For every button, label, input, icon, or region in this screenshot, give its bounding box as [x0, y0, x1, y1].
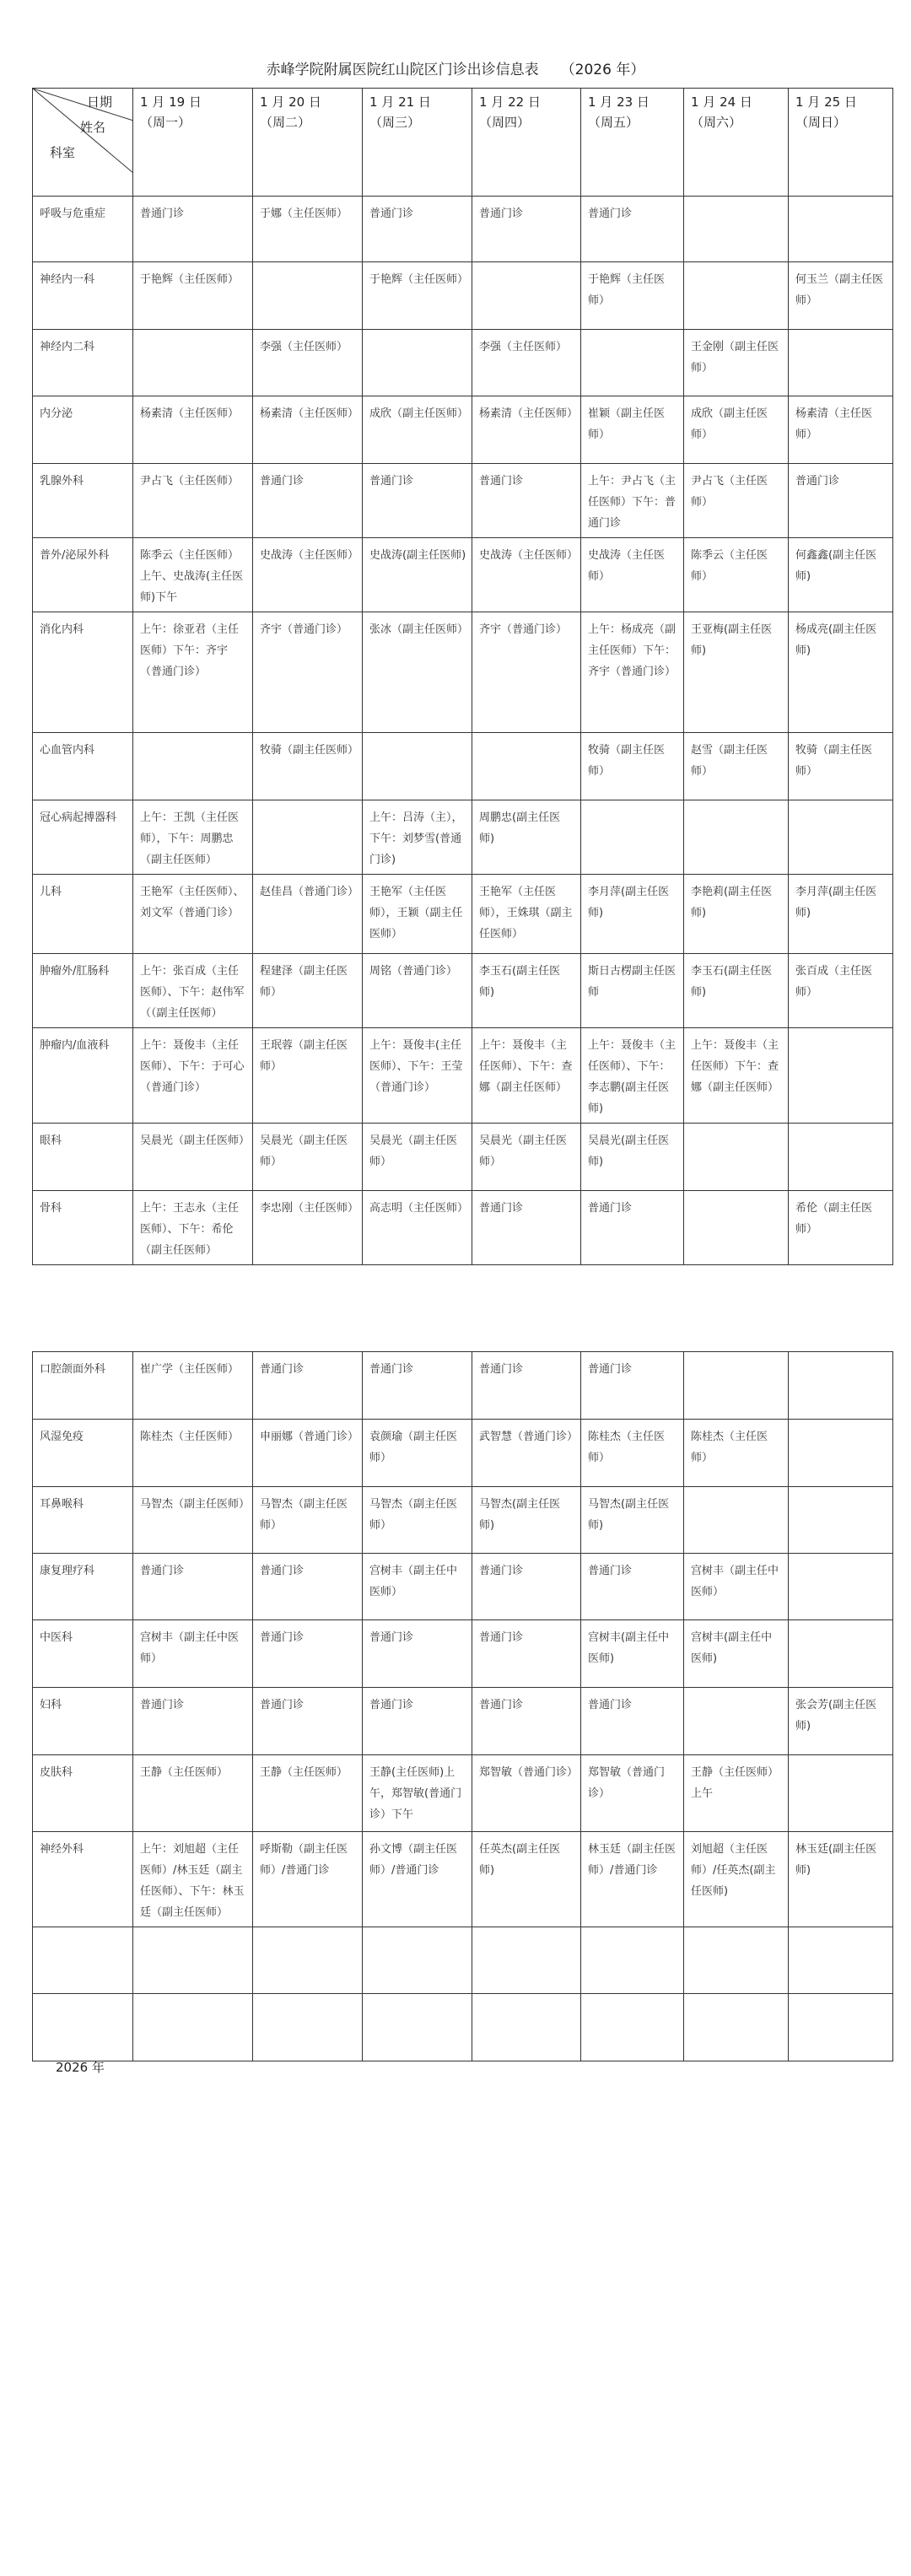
table-row: [33, 1028, 893, 1124]
table-row: [33, 197, 893, 262]
schedule-cell: 赵雪（副主任医师）: [684, 733, 789, 800]
schedule-cell: 上午：杨成亮（副主任医师）下午：齐宇（普通门诊）: [581, 612, 684, 733]
schedule-cell: 上午：聂俊丰（主任医师）、下午：李志鹏(副主任医师): [581, 1028, 684, 1124]
schedule-cell: 普通门诊: [363, 1688, 472, 1755]
schedule-cell: 普通门诊: [253, 1352, 363, 1420]
day-date: 1 月 24 日: [691, 94, 752, 110]
table-row: [33, 538, 893, 612]
schedule-cell: [363, 1927, 472, 1994]
schedule-cell: 普通门诊: [253, 1554, 363, 1620]
schedule-cell: 林玉廷(副主任医师): [789, 1832, 893, 1927]
footer-year: 2026 年: [56, 2060, 105, 2075]
schedule-cell: [684, 1688, 789, 1755]
table-row: [33, 1420, 893, 1487]
day-date: 1 月 25 日: [795, 94, 857, 110]
schedule-cell: 陈季云（主任医师）: [684, 538, 789, 612]
schedule-cell: [684, 800, 789, 875]
table-2-body: [33, 1352, 893, 2061]
schedule-cell: [684, 1191, 789, 1265]
schedule-cell: [789, 1994, 893, 2061]
schedule-cell: 普通门诊: [789, 464, 893, 538]
day-header: [253, 89, 363, 197]
day-date: 1 月 21 日: [369, 94, 431, 110]
schedule-cell: 王金刚（副主任医师）: [684, 330, 789, 396]
schedule-cell: 普通门诊: [253, 1688, 363, 1755]
schedule-cell: 普通门诊: [472, 1352, 581, 1420]
schedule-cell: [363, 1994, 472, 2061]
day-date: 1 月 20 日: [260, 94, 321, 110]
schedule-cell: [789, 800, 893, 875]
schedule-cell: 王珉蓉（副主任医师）: [253, 1028, 363, 1124]
schedule-cell: 马智杰(副主任医师): [581, 1487, 684, 1554]
department-cell: 儿科: [33, 875, 133, 954]
schedule-cell: 王亚梅(副主任医师): [684, 612, 789, 733]
schedule-table-2: [32, 1351, 893, 2061]
table-row: [33, 330, 893, 396]
day-weekday: （周三）: [369, 115, 421, 130]
schedule-cell: 呼斯勒（副主任医师）/普通门诊: [253, 1832, 363, 1927]
page-title: [0, 57, 911, 78]
schedule-cell: 吴晨光（副主任医师）: [133, 1124, 253, 1191]
schedule-cell: 于艳辉（主任医师）: [133, 262, 253, 330]
schedule-cell: 上午：聂俊丰（主任医师）下午：查娜（副主任医师）: [684, 1028, 789, 1124]
schedule-cell: [789, 1927, 893, 1994]
schedule-cell: 希伦（副主任医师）: [789, 1191, 893, 1265]
department-cell: 呼吸与危重症: [33, 197, 133, 262]
schedule-cell: 李艳莉(副主任医师): [684, 875, 789, 954]
schedule-cell: 张百成（主任医师）: [789, 954, 893, 1028]
day-date: 1 月 23 日: [588, 94, 650, 110]
schedule-cell: 陈桂杰（主任医师）: [581, 1420, 684, 1487]
department-cell: [33, 1994, 133, 2061]
corner-header-cell: [33, 89, 133, 197]
schedule-table-1: [32, 88, 893, 1265]
schedule-cell: 普通门诊: [133, 1554, 253, 1620]
schedule-cell: 郑智敏（普通门诊）: [581, 1755, 684, 1832]
department-cell: 神经内二科: [33, 330, 133, 396]
corner-diagonal-lines: [33, 89, 132, 196]
schedule-cell: 上午：尹占飞（主任医师）下午：普通门诊: [581, 464, 684, 538]
day-weekday: （周一）: [140, 115, 191, 130]
table-row: [33, 396, 893, 464]
schedule-cell: 崔颖（副主任医师）: [581, 396, 684, 464]
schedule-cell: 成欣（副主任医师）: [684, 396, 789, 464]
schedule-cell: 普通门诊: [253, 464, 363, 538]
schedule-cell: 普通门诊: [472, 1191, 581, 1265]
schedule-cell: 李忠刚（主任医师）: [253, 1191, 363, 1265]
day-header: [363, 89, 472, 197]
schedule-cell: 上午：王志永（主任医师）、下午：希伦（副主任医师）: [133, 1191, 253, 1265]
schedule-cell: 陈桂杰（主任医师）: [684, 1420, 789, 1487]
schedule-cell: [789, 1420, 893, 1487]
schedule-cell: 普通门诊: [363, 1352, 472, 1420]
schedule-cell: 王静（主任医师）: [133, 1755, 253, 1832]
schedule-cell: 普通门诊: [133, 1688, 253, 1755]
day-weekday: （周四）: [479, 115, 531, 130]
corner-date-label: 日期: [87, 94, 113, 110]
schedule-cell: 尹占飞（主任医师）: [133, 464, 253, 538]
schedule-cell: [789, 1487, 893, 1554]
department-cell: 肿瘤内/血液科: [33, 1028, 133, 1124]
day-date: 1 月 22 日: [479, 94, 541, 110]
schedule-cell: [684, 1124, 789, 1191]
department-cell: 眼科: [33, 1124, 133, 1191]
table-row: [33, 464, 893, 538]
header-row: [33, 89, 893, 197]
schedule-cell: 普通门诊: [363, 464, 472, 538]
table-row: [33, 1688, 893, 1755]
schedule-cell: 史战涛(副主任医师): [363, 538, 472, 612]
table-row: [33, 1191, 893, 1265]
title-year: （2026 年）: [560, 62, 645, 78]
department-cell: 冠心病起搏器科: [33, 800, 133, 875]
schedule-cell: 郑智敏（普通门诊）: [472, 1755, 581, 1832]
schedule-cell: [684, 1927, 789, 1994]
day-weekday: （周日）: [795, 115, 847, 130]
schedule-cell: 何鑫鑫(副主任医师): [789, 538, 893, 612]
schedule-cell: 牧骑（副主任医师）: [253, 733, 363, 800]
schedule-cell: 马智杰（副主任医师）: [363, 1487, 472, 1554]
schedule-cell: [789, 1352, 893, 1420]
schedule-cell: 杨素清（主任医师）: [133, 396, 253, 464]
table-row: [33, 1927, 893, 1994]
schedule-cell: [684, 1487, 789, 1554]
day-weekday: （周二）: [260, 115, 311, 130]
department-cell: 消化内科: [33, 612, 133, 733]
schedule-cell: 李月萍(副主任医师): [789, 875, 893, 954]
day-weekday: （周六）: [691, 115, 742, 130]
table-row: [33, 1554, 893, 1620]
department-cell: 妇科: [33, 1688, 133, 1755]
schedule-cell: [581, 1994, 684, 2061]
department-cell: 内分泌: [33, 396, 133, 464]
schedule-cell: [363, 330, 472, 396]
schedule-cell: 上午：徐亚君（主任医师）下午：齐宇（普通门诊）: [133, 612, 253, 733]
schedule-cell: 史战涛（主任医师）: [253, 538, 363, 612]
day-header: [581, 89, 684, 197]
schedule-cell: 林玉廷（副主任医师）/普通门诊: [581, 1832, 684, 1927]
schedule-cell: [684, 262, 789, 330]
schedule-cell: 宫树丰(副主任中医师): [684, 1620, 789, 1688]
department-cell: 普外/泌尿外科: [33, 538, 133, 612]
schedule-cell: 普通门诊: [363, 197, 472, 262]
department-cell: 皮肤科: [33, 1755, 133, 1832]
day-header: [789, 89, 893, 197]
schedule-cell: 周鹏忠(副主任医师): [472, 800, 581, 875]
schedule-cell: 成欣（副主任医师）: [363, 396, 472, 464]
table-row: [33, 262, 893, 330]
schedule-cell: [253, 1994, 363, 2061]
schedule-cell: 杨素清（主任医师）: [789, 396, 893, 464]
schedule-cell: [789, 1755, 893, 1832]
schedule-cell: [789, 197, 893, 262]
schedule-cell: 李强（主任医师）: [472, 330, 581, 396]
department-cell: 康复理疗科: [33, 1554, 133, 1620]
schedule-cell: 上午：王凯（主任医师），下午：周鹏忠（副主任医师）: [133, 800, 253, 875]
schedule-cell: 牧骑（副主任医师）: [581, 733, 684, 800]
department-cell: 口腔颌面外科: [33, 1352, 133, 1420]
schedule-cell: [133, 330, 253, 396]
schedule-cell: [472, 262, 581, 330]
schedule-cell: 普通门诊: [581, 197, 684, 262]
schedule-cell: 普通门诊: [581, 1352, 684, 1420]
schedule-cell: 王静(主任医师)上午，郑智敏(普通门诊）下午: [363, 1755, 472, 1832]
day-weekday: （周五）: [588, 115, 639, 130]
schedule-cell: 普通门诊: [472, 464, 581, 538]
schedule-cell: 于艳辉（主任医师）: [363, 262, 472, 330]
schedule-cell: 张冰（副主任医师）: [363, 612, 472, 733]
schedule-cell: 宫树丰（副主任中医师）: [684, 1554, 789, 1620]
schedule-cell: 高志明（主任医师）: [363, 1191, 472, 1265]
schedule-cell: 普通门诊: [133, 197, 253, 262]
schedule-cell: [133, 733, 253, 800]
department-cell: 乳腺外科: [33, 464, 133, 538]
schedule-cell: 王静（主任医师）上午: [684, 1755, 789, 1832]
schedule-cell: 马智杰(副主任医师): [472, 1487, 581, 1554]
table-row: [33, 800, 893, 875]
schedule-cell: 吴晨光(副主任医师): [581, 1124, 684, 1191]
schedule-cell: 杨素清（主任医师）: [253, 396, 363, 464]
schedule-cell: 王静（主任医师）: [253, 1755, 363, 1832]
corner-dept-label: 科室: [50, 145, 76, 160]
schedule-cell: 斯日古楞副主任医师: [581, 954, 684, 1028]
schedule-cell: 武智慧（普通门诊）: [472, 1420, 581, 1487]
schedule-cell: 于娜（主任医师）: [253, 197, 363, 262]
table-row: [33, 1994, 893, 2061]
schedule-cell: 普通门诊: [363, 1620, 472, 1688]
schedule-cell: 普通门诊: [581, 1688, 684, 1755]
schedule-cell: [472, 1927, 581, 1994]
table-row: [33, 1620, 893, 1688]
schedule-cell: [789, 1124, 893, 1191]
table-row: [33, 1487, 893, 1554]
schedule-cell: 周铭（普通门诊）: [363, 954, 472, 1028]
schedule-cell: 上午：张百成（主任医师）、下午：赵伟军（（副主任医师）: [133, 954, 253, 1028]
schedule-cell: [253, 262, 363, 330]
department-cell: 耳鼻喉科: [33, 1487, 133, 1554]
schedule-cell: 普通门诊: [472, 197, 581, 262]
table-row: [33, 1352, 893, 1420]
title-text: 赤峰学院附属医院红山院区门诊出诊信息表: [266, 62, 539, 78]
schedule-cell: 吴晨光（副主任医师）: [253, 1124, 363, 1191]
schedule-cell: 张会芳(副主任医师): [789, 1688, 893, 1755]
schedule-cell: [472, 1994, 581, 2061]
day-header: [684, 89, 789, 197]
schedule-cell: [581, 1927, 684, 1994]
schedule-cell: [253, 800, 363, 875]
schedule-cell: [789, 330, 893, 396]
schedule-cell: [472, 733, 581, 800]
department-cell: 神经内一科: [33, 262, 133, 330]
schedule-cell: [581, 800, 684, 875]
table-row: [33, 1832, 893, 1927]
schedule-cell: 普通门诊: [581, 1554, 684, 1620]
schedule-cell: 宫树丰（副主任中医师）: [363, 1554, 472, 1620]
department-cell: 风湿免疫: [33, 1420, 133, 1487]
table-row: [33, 1124, 893, 1191]
schedule-cell: 李玉石(副主任医师): [472, 954, 581, 1028]
schedule-cell: 杨素清（主任医师）: [472, 396, 581, 464]
schedule-cell: 上午：聂俊丰(主任医师）、下午：王莹（普通门诊）: [363, 1028, 472, 1124]
schedule-cell: 上午：刘旭超（主任医师）/林玉廷（副主任医师）、下午：林玉廷（副主任医师）: [133, 1832, 253, 1927]
schedule-cell: 普通门诊: [472, 1554, 581, 1620]
schedule-cell: 赵佳昌（普通门诊）: [253, 875, 363, 954]
schedule-cell: [684, 1352, 789, 1420]
schedule-cell: 普通门诊: [253, 1620, 363, 1688]
schedule-cell: 李强（主任医师）: [253, 330, 363, 396]
department-cell: 骨科: [33, 1191, 133, 1265]
schedule-cell: [789, 1028, 893, 1124]
schedule-cell: [684, 197, 789, 262]
schedule-cell: 于艳辉（主任医师）: [581, 262, 684, 330]
schedule-cell: 李玉石(副主任医师): [684, 954, 789, 1028]
day-date: 1 月 19 日: [140, 94, 202, 110]
schedule-cell: 申丽娜（普通门诊）: [253, 1420, 363, 1487]
schedule-cell: 齐宇（普通门诊）: [253, 612, 363, 733]
schedule-cell: 普通门诊: [472, 1620, 581, 1688]
day-header: [133, 89, 253, 197]
schedule-cell: 马智杰（副主任医师）: [133, 1487, 253, 1554]
schedule-cell: 陈季云（主任医师）上午、史战涛(主任医师)下午: [133, 538, 253, 612]
schedule-cell: 上午：聂俊丰（主任医师）、下午：查娜（副主任医师）: [472, 1028, 581, 1124]
department-cell: 中医科: [33, 1620, 133, 1688]
schedule-cell: 尹占飞（主任医师）: [684, 464, 789, 538]
schedule-cell: 王艳军（主任医师）、刘文军（普通门诊）: [133, 875, 253, 954]
schedule-cell: 陈桂杰（主任医师）: [133, 1420, 253, 1487]
schedule-cell: 史战涛（主任医师）: [472, 538, 581, 612]
schedule-cell: 吴晨光（副主任医师）: [472, 1124, 581, 1191]
schedule-cell: [253, 1927, 363, 1994]
schedule-cell: 齐宇（普通门诊）: [472, 612, 581, 733]
schedule-cell: 孙文博（副主任医师）/普通门诊: [363, 1832, 472, 1927]
schedule-cell: 任英杰(副主任医师): [472, 1832, 581, 1927]
department-cell: 神经外科: [33, 1832, 133, 1927]
schedule-cell: [789, 1620, 893, 1688]
schedule-cell: 吴晨光（副主任医师）: [363, 1124, 472, 1191]
schedule-cell: 普通门诊: [472, 1688, 581, 1755]
table-row: [33, 612, 893, 733]
schedule-cell: 牧骑（副主任医师）: [789, 733, 893, 800]
schedule-cell: 刘旭超（主任医师）/任英杰(副主任医师): [684, 1832, 789, 1927]
schedule-cell: [789, 1554, 893, 1620]
department-cell: 肿瘤外/肛肠科: [33, 954, 133, 1028]
schedule-cell: 王艳军（主任医师），王颖（副主任医师）: [363, 875, 472, 954]
schedule-cell: 上午：聂俊丰（主任医师）、下午：于可心（普通门诊）: [133, 1028, 253, 1124]
table-1-body: [33, 197, 893, 1265]
table-row: [33, 1755, 893, 1832]
table-row: [33, 733, 893, 800]
schedule-cell: 宫树丰（副主任中医师）: [133, 1620, 253, 1688]
schedule-cell: [363, 733, 472, 800]
schedule-cell: 史战涛（主任医师）: [581, 538, 684, 612]
schedule-cell: 李月萍(副主任医师): [581, 875, 684, 954]
schedule-cell: 普通门诊: [581, 1191, 684, 1265]
schedule-cell: 马智杰（副主任医师）: [253, 1487, 363, 1554]
schedule-cell: 王艳军（主任医师），王姝琪（副主任医师）: [472, 875, 581, 954]
corner-name-label: 姓名: [80, 120, 106, 135]
schedule-cell: 杨成亮(副主任医师): [789, 612, 893, 733]
schedule-cell: [581, 330, 684, 396]
schedule-cell: 宫树丰(副主任中医师): [581, 1620, 684, 1688]
schedule-cell: 崔广学（主任医师）: [133, 1352, 253, 1420]
schedule-cell: 袁颜瑜（副主任医师）: [363, 1420, 472, 1487]
department-cell: [33, 1927, 133, 1994]
schedule-cell: [684, 1994, 789, 2061]
schedule-cell: [133, 1994, 253, 2061]
table-row: [33, 954, 893, 1028]
day-header: [472, 89, 581, 197]
schedule-cell: 上午：吕涛（主），下午：刘梦雪(普通门诊): [363, 800, 472, 875]
department-cell: 心血管内科: [33, 733, 133, 800]
table-row: [33, 875, 893, 954]
schedule-cell: 何玉兰（副主任医师）: [789, 262, 893, 330]
schedule-cell: [133, 1927, 253, 1994]
schedule-cell: 程建泽（副主任医师）: [253, 954, 363, 1028]
